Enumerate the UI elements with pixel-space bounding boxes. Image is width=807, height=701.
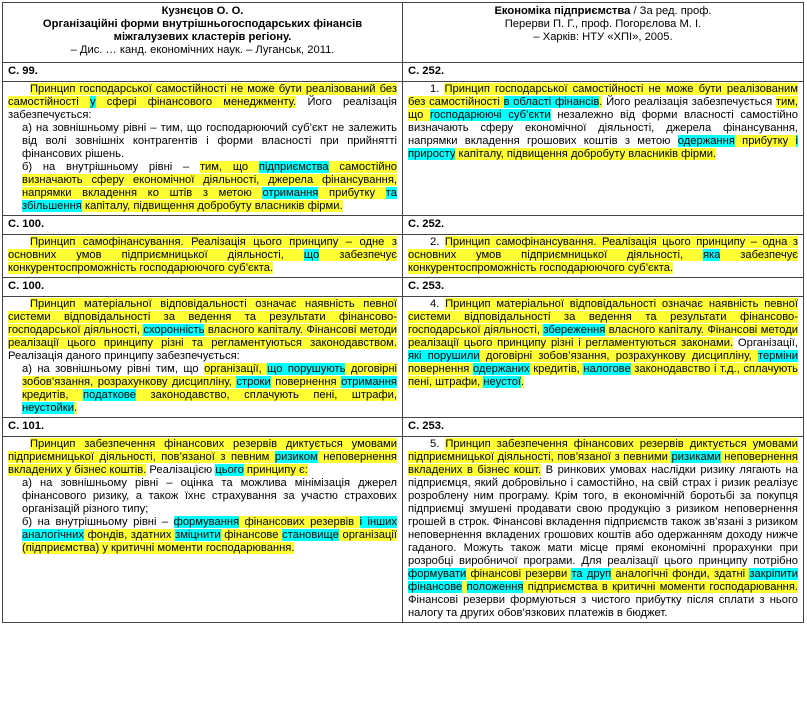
right-page-ref: С. 253.: [403, 278, 804, 297]
matched-text-highlight: фінансові резерви: [466, 568, 572, 580]
sub-paragraph: [8, 516, 397, 555]
changed-word-highlight: і приросту: [408, 135, 798, 160]
changed-word-highlight: в області фінансів: [503, 96, 600, 108]
plain-text: а) на зовнішньому рівні – тим, що господарюючий суб’єкт не залежить від волі зовнішніх контрагентів і форми власності при прийнятті фінансових рішень.: [22, 122, 397, 160]
right-page-ref: С. 253.: [403, 418, 804, 437]
matched-text-highlight: аналогічні фонди, здатні: [611, 568, 750, 580]
matched-text-highlight: Принцип забезпечення фінансових резервів диктується умовами підприємницької діяльності, пов’язаної з певним: [8, 438, 397, 463]
matched-text-highlight: законодавство і т.д., сплачують пені, штрафи,: [408, 363, 799, 388]
plain-text: Реалізація даного принципу забезпечується:: [8, 350, 240, 362]
matched-text-highlight: організації (підприємства) у критичні моменти господарювання.: [22, 529, 398, 554]
paragraph: [408, 83, 798, 161]
left-title: Організаційні форми внутрішньогосподарських фінансів міжгалузевих кластерів регіону.: [42, 18, 363, 43]
changed-word-highlight: що порушують: [267, 363, 346, 375]
changed-word-highlight: становище: [282, 529, 339, 541]
header-row: [3, 3, 804, 63]
plain-text: Його реалізація забезпечується:: [8, 96, 397, 121]
right-page-ref: С. 252.: [403, 216, 804, 235]
matched-text-highlight: підприємства в критичні моменти господарювання.: [523, 581, 798, 593]
matched-text-highlight: власного капіталу. Фінансові методи реалізації цього принципу різні та регламентуються законодавством.: [8, 324, 397, 349]
matched-text-highlight: Принцип самофінансування. Реалізація цього принципу – одна з основних умов підприємницької діяльності,: [408, 236, 798, 261]
plain-text: Реалізацією: [149, 464, 216, 476]
changed-word-highlight: та друп: [571, 568, 612, 580]
paragraph: [8, 298, 397, 363]
changed-word-highlight: ризиком: [274, 451, 318, 463]
matched-text-highlight: Принцип самофінансування. Реалізація цього принципу – одне з основних умов підприємницької діяльності,: [8, 236, 397, 261]
right-text-cell: [403, 82, 804, 216]
matched-text-highlight: законодавство, сплачують пені, штрафи,: [135, 389, 397, 401]
matched-text-highlight: договірні зобов’язання, розрахункову дисципліну,: [22, 363, 398, 388]
changed-word-highlight: формування: [173, 516, 240, 528]
matched-text-highlight: фондів, здатних: [83, 529, 176, 541]
matched-text-highlight: фінансових резервів: [239, 516, 360, 528]
sub-paragraph: [8, 161, 397, 213]
changed-word-highlight: цього: [215, 464, 244, 476]
matched-text-highlight: .: [521, 376, 525, 388]
plain-text: незалежно від форми власності самостійно визначають сферу економічної діяльності, джерела фінансування, напрямки вкладення грошових коштів з метою: [408, 109, 798, 147]
matched-text-highlight: .: [599, 96, 603, 108]
changed-word-highlight: зміцнити: [175, 529, 221, 541]
matched-text-highlight: повернення: [408, 363, 473, 375]
plain-text: б) на внутрішньому рівні –: [22, 161, 200, 173]
changed-word-highlight: податкове: [83, 389, 136, 401]
matched-text-highlight: тим, що: [199, 161, 259, 173]
matched-text-highlight: власного капіталу. Фінансові методи реалізації цього принципу різні і регламентуються законами.: [408, 324, 798, 349]
matched-text-highlight: організації,: [204, 363, 268, 375]
changed-word-highlight: одержаних: [472, 363, 530, 375]
left-page-ref: С. 101.: [3, 418, 403, 437]
changed-word-highlight: ризиками: [671, 451, 721, 463]
paragraph: [8, 236, 397, 275]
matched-text-highlight: Принцип матеріальної відповідальності означає наявність певної системи відповідальності за ведення та результати фінансово-господарської діяльності,: [8, 298, 397, 336]
matched-text-highlight: [462, 581, 466, 593]
text-row: [3, 82, 804, 216]
changed-word-highlight: неустої: [483, 376, 522, 388]
plain-text: б) на внутрішньому рівні –: [22, 516, 174, 528]
right-title: Економіка підприємства: [494, 5, 631, 17]
matched-text-highlight: неповернення вкладених у бізнес коштів.: [8, 451, 397, 476]
sub-paragraph: [8, 363, 397, 415]
changed-word-highlight: що: [303, 249, 320, 261]
changed-word-highlight: закріпити: [749, 568, 799, 580]
plain-text: Його реалізація забезпечується: [606, 96, 776, 108]
matched-text-highlight: принципу є:: [243, 464, 308, 476]
left-source: – Дис. … канд. економічних наук. – Луганськ, 2011.: [70, 44, 335, 56]
paragraph: [8, 83, 397, 122]
changed-word-highlight: які порушили: [408, 350, 480, 362]
changed-word-highlight: та збільшення: [22, 187, 397, 212]
right-page-ref: С. 252.: [403, 63, 804, 82]
matched-text-highlight: договірні зобов’язання, розрахункову дисципліну,: [479, 350, 758, 362]
changed-word-highlight: підприємства: [258, 161, 329, 173]
matched-text-highlight: самостійно визначають сферу економічної діяльності, джерела фінансування, напрямки вкладення ко штів з метою: [22, 161, 397, 199]
changed-word-highlight: отримання: [341, 376, 397, 388]
right-text-cell: [403, 235, 804, 278]
changed-word-highlight: отримання: [262, 187, 319, 199]
sub-paragraph: [8, 477, 397, 516]
comparison-table: [2, 2, 804, 623]
matched-text-highlight: прибутку: [318, 187, 386, 199]
changed-word-highlight: терміни: [757, 350, 798, 362]
matched-text-highlight: Принцип матеріальної відповідальності означає наявність певної системи відповідальності за ведення та результати фінансово-господарської діяльності,: [408, 298, 798, 336]
matched-text-highlight: фінансове: [220, 529, 283, 541]
matched-text-highlight: забезпечує конкурентоспроможність господарюючого суб’єкта.: [8, 249, 397, 274]
matched-text-highlight: Принцип господарської самостійності не може бути реалізований без самостійності: [8, 83, 397, 108]
sub-paragraph: [8, 122, 397, 161]
changed-word-highlight: яка: [702, 249, 721, 261]
changed-word-highlight: фінансове: [408, 581, 463, 593]
paragraph: [408, 298, 798, 389]
paragraph: [408, 438, 798, 620]
matched-text-highlight: .: [73, 402, 78, 414]
changed-word-highlight: аналогічних: [22, 529, 84, 541]
plain-text: 5.: [430, 438, 446, 450]
changed-word-highlight: одержання: [677, 135, 735, 147]
matched-text-highlight: Принцип господарської самостійності не може бути реалізованим без самостійності: [408, 83, 798, 108]
changed-word-highlight: збереження: [543, 324, 606, 336]
matched-text-highlight: повернення: [270, 376, 342, 388]
matched-text-highlight: забезпечує конкурентоспроможність господарюючого суб’єкта.: [408, 249, 798, 274]
ref-row: [3, 418, 804, 437]
matched-text-highlight: Принцип забезпечення фінансових резервів диктується умовами підприємницької діяльності, пов’язаної з певними: [408, 438, 798, 463]
left-text-cell: [3, 235, 403, 278]
right-source: – Харків: НТУ «ХПІ», 2005.: [533, 31, 673, 43]
left-text-cell: [3, 297, 403, 418]
matched-text-highlight: капіталу, підвищення добробуту власників фірми.: [455, 148, 717, 160]
matched-text-highlight: тим, що: [408, 96, 799, 121]
text-row: [3, 437, 804, 623]
right-text-cell: [403, 297, 804, 418]
changed-word-highlight: формувати: [408, 568, 467, 580]
changed-word-highlight: строки: [236, 376, 271, 388]
ref-row: [3, 216, 804, 235]
plain-text: 1.: [430, 83, 445, 95]
left-page-ref: С. 100.: [3, 216, 403, 235]
left-page-ref: С. 99.: [3, 63, 403, 82]
matched-text-highlight: кредитів,: [529, 363, 584, 375]
plain-text: В ринкових умовах наслідки ризику лягають на підприємця, який добровільно і самостійно, на свій страх і ризик реалізує розроблену ним програму. Крім того, в економічній боротьбі за покупця підприємці змушені продавати свою продукцію з ризиком неповернення грошей в строк. Фінансові вкладення підприємств також зв’язані з ризиком неповернення вкладених грошових коштів або одержанням доходу нижче гаданого. Можуть також мати місце прямі економічні прорахунки при розробці виробничої програми. Для реалізації цього принципу потрібно: [408, 464, 798, 567]
matched-text-highlight: капіталу, підвищення добробуту власників фірми.: [81, 200, 343, 212]
right-text-cell: [403, 437, 804, 623]
ref-row: [3, 278, 804, 297]
right-editors-line1: / За ред. проф.: [630, 5, 712, 17]
paragraph: [408, 236, 798, 275]
changed-word-highlight: налогове: [583, 363, 631, 375]
changed-word-highlight: положення: [466, 581, 524, 593]
plain-text: а) на зовнішньому рівні – оцінка та можлива мінімізація джерел фінансового ризику, а також їхнє страхування за участю страхових організацій різного типу;: [22, 477, 397, 515]
changed-word-highlight: схоронність: [143, 324, 205, 336]
matched-text-highlight: кредитів,: [22, 389, 84, 401]
left-source-header: [3, 3, 403, 63]
text-row: [3, 297, 804, 418]
left-text-cell: [3, 437, 403, 623]
plain-text: 4.: [430, 298, 446, 310]
ref-row: [3, 63, 804, 82]
plain-text: Фінансові резерви формуються з чистого прибутку після сплати з нього налогу та других обов’язкових платежів в бюджет.: [408, 594, 798, 619]
left-text-cell: [3, 82, 403, 216]
plain-text: 2.: [430, 236, 445, 248]
paragraph: [8, 438, 397, 477]
left-page-ref: С. 100.: [3, 278, 403, 297]
matched-text-highlight: неповернення вкладених в бізнес кошт.: [408, 451, 798, 476]
left-author: Кузнєцов О. О.: [161, 5, 244, 17]
changed-word-highlight: неустойки: [22, 402, 74, 414]
right-source-header: [403, 3, 804, 63]
changed-word-highlight: і інших: [359, 516, 398, 528]
changed-word-highlight: господарюючі суб’єкти: [430, 109, 551, 121]
plain-text: а) на зовнішньому рівні тим, що: [22, 363, 205, 375]
changed-word-highlight: у: [90, 96, 96, 108]
text-row: [3, 235, 804, 278]
matched-text-highlight: сфері фінансового менеджменту.: [95, 96, 297, 108]
matched-text-highlight: прибутку: [734, 135, 796, 147]
right-editors-line2: Перерви П. Г., проф. Погорєлова М. І.: [504, 18, 702, 30]
plain-text: Організації,: [737, 337, 798, 349]
